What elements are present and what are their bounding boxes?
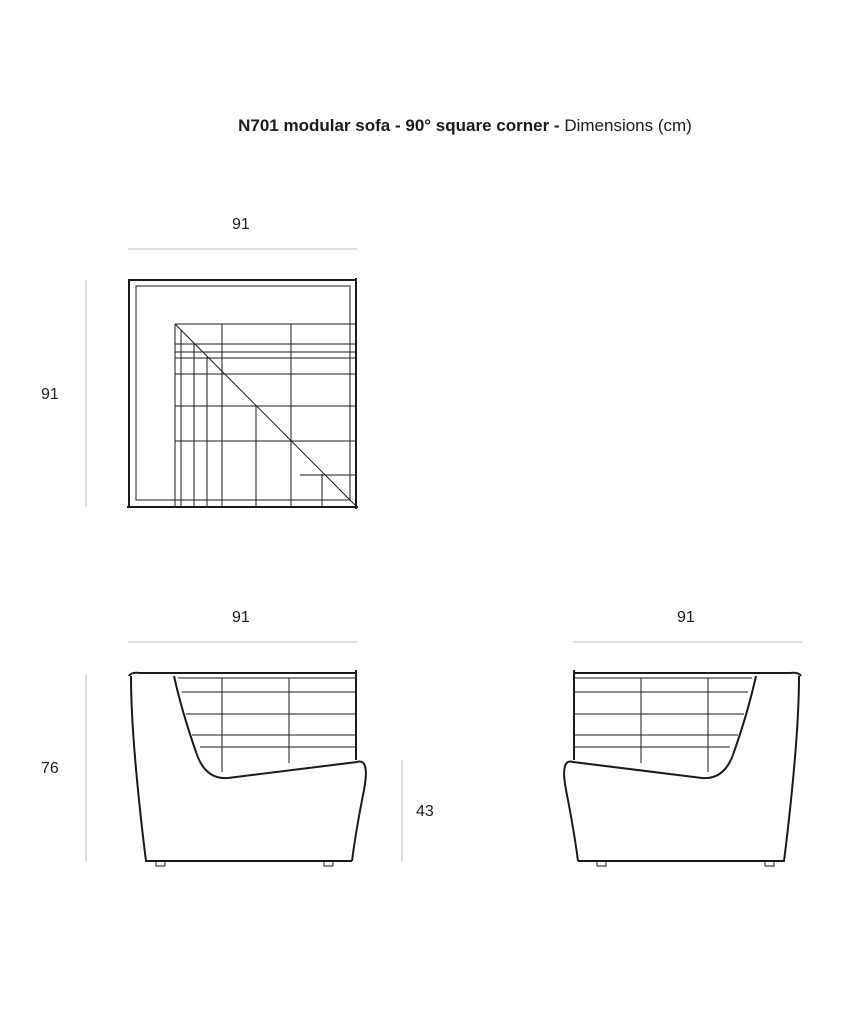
front-width-label: 91 (232, 609, 250, 626)
seat-height-label: 43 (416, 803, 434, 820)
side-body-outline (578, 676, 799, 861)
title-separator: - (394, 116, 401, 135)
plan-view-drawing (127, 278, 358, 509)
side-backrest-grid (575, 678, 752, 772)
plan-vertical-straps (175, 324, 322, 506)
front-view-drawing (129, 670, 366, 866)
front-body-outline (131, 676, 352, 861)
front-arm-frame (174, 676, 366, 861)
plan-backrest-straps (175, 324, 355, 475)
side-width-label: 91 (677, 609, 695, 626)
dimension-lines (86, 249, 802, 861)
side-arm-frame (564, 676, 756, 861)
front-top-rail (129, 673, 357, 676)
side-top-rail (573, 673, 801, 676)
plan-outer-frame (129, 280, 356, 507)
front-height-label: 76 (41, 760, 59, 777)
title-product: N701 modular sofa (238, 116, 391, 135)
plan-width-label: 91 (232, 216, 250, 233)
front-backrest-grid (178, 678, 355, 772)
title-variant: 90° square corner (405, 116, 550, 135)
title-separator-2: - (553, 116, 560, 135)
plan-depth-label: 91 (41, 386, 59, 403)
plan-diagonal-seam (175, 324, 355, 505)
side-view-drawing (564, 670, 801, 866)
title-suffix: Dimensions (cm) (564, 116, 692, 135)
